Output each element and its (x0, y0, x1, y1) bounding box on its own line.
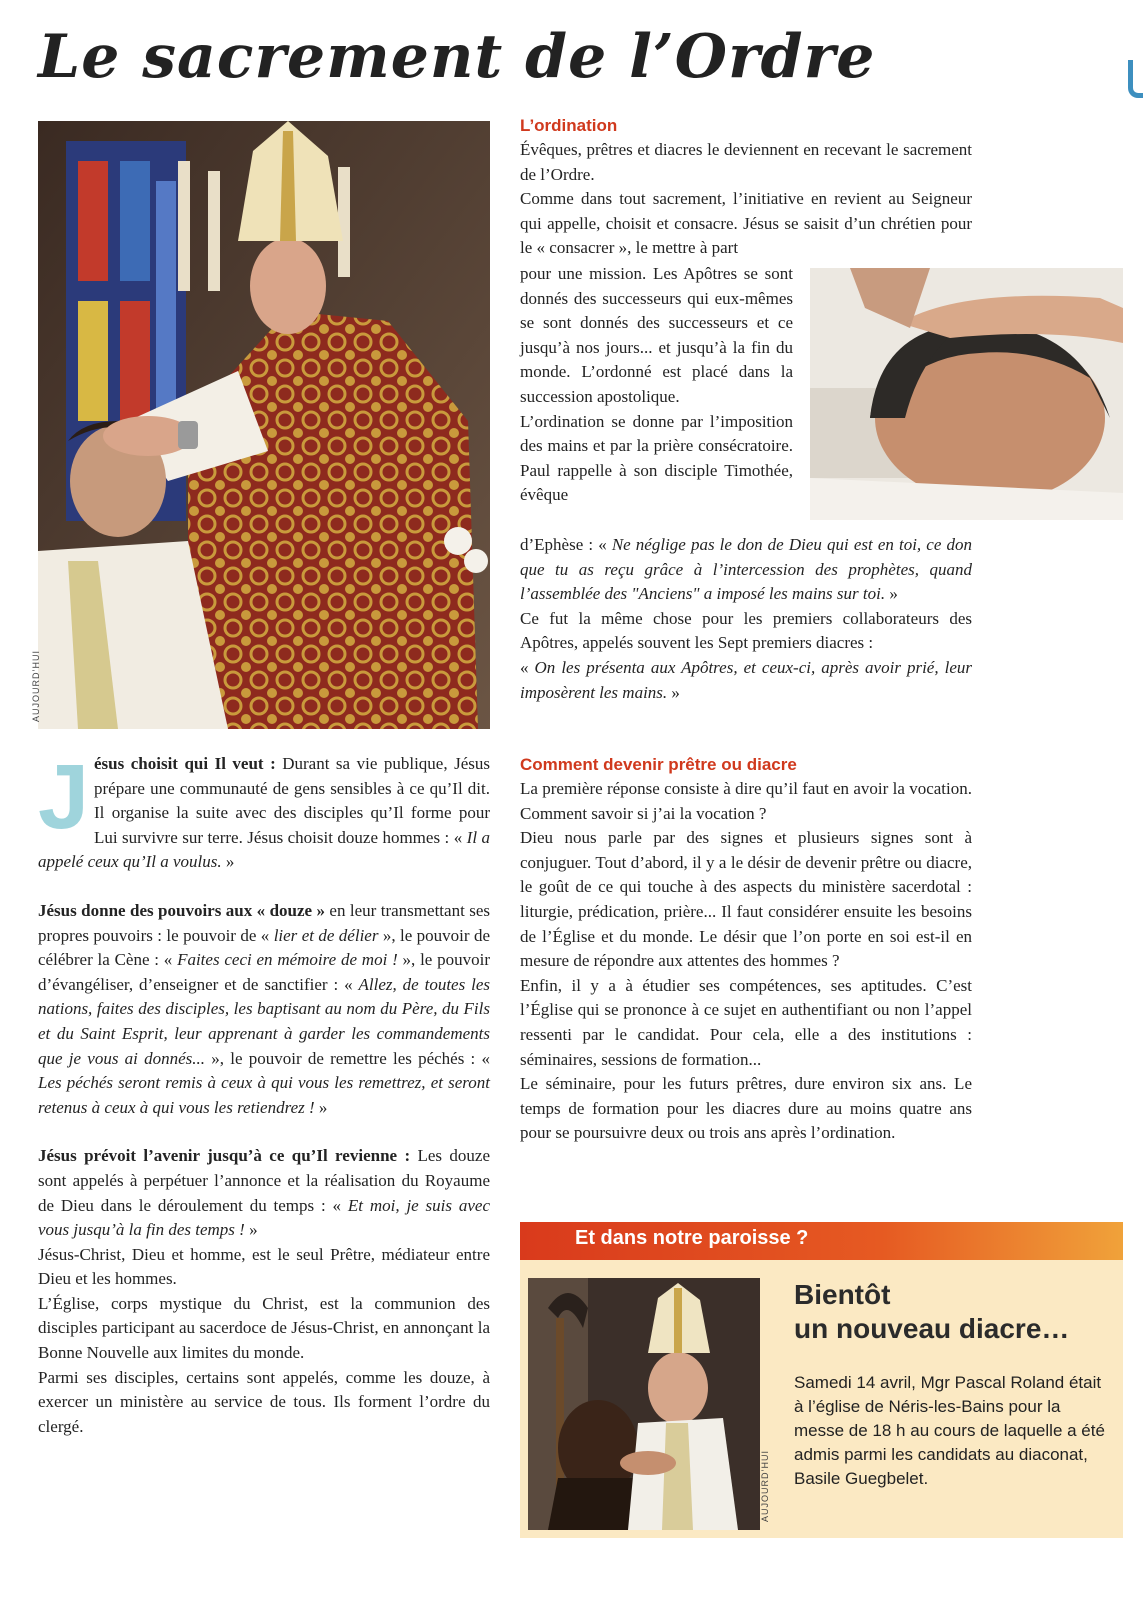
quote-span: Ne néglige pas le don de Dieu qui est en toi, ce don que tu as reçu grâce à l’intercession des prophètes, quand l’assemblée des "Anciens" a imposé les mains sur toi. (520, 535, 972, 604)
bishop-laying-hands-photo (38, 121, 490, 729)
text-span: Durant sa vie publique, Jésus prépare une communauté de gens sensibles à ce qu’Il dit. Il organise la suite avec des disciples qu’Il forme pour Lui survivre sur terre. Jésus choisit douze hommes : « (94, 754, 490, 847)
text-span: » (667, 682, 680, 702)
paragraph-collaborateurs: Ce fut la même chose pour les premiers collaborateurs des Apôtres, appelés souvent les Sept premiers diacres : (520, 608, 972, 653)
drop-cap: J (38, 746, 90, 848)
text-span: », le pouvoir de célébrer la Cène : « (38, 925, 491, 970)
paragraph-eglise: L’Église, corps mystique du Christ, est la communion des disciples participant au sacerdoce de Jésus-Christ, en annonçant la Bonne Nouvelle aux limites du monde. (38, 1293, 490, 1363)
lead-pouvoirs: Jésus donne des pouvoirs aux « douze » (38, 900, 325, 920)
text-span: en leur transmettant ses propres pouvoirs : le pouvoir de « (38, 900, 490, 945)
text-span: », le pouvoir de remettre les péchés : « (205, 1048, 491, 1068)
edge-bracket-mark (1128, 60, 1143, 98)
quote-span: Les péchés seront remis à ceux à qui vous les remettrez, et seront retenus à ceux à qui vous les retiendrez ! (38, 1073, 490, 1117)
text-span: » (244, 1220, 258, 1240)
left-column (38, 746, 491, 1439)
text-span: » (314, 1097, 328, 1117)
paragraph-timothee (520, 533, 972, 607)
paragraph-initiative: Comme dans tout sacrement, l’initiative en revient au Seigneur qui appelle, choisit et consacre. Jésus se saisit d’un chrétien pour le « consacrer », le mettre à part (520, 189, 972, 258)
text-span: « (520, 657, 535, 677)
quote-span: On les présenta aux Apôtres, et ceux-ci, après avoir prié, leur imposèrent les mains. (520, 657, 972, 702)
right-column-wrap (520, 262, 793, 508)
heading-devenir: Comment devenir prêtre ou diacre (520, 755, 797, 774)
bishop-candidate-photo (528, 1278, 760, 1530)
paragraph-imposition: L’ordination se donne par l’imposition des mains et par la prière consécratoire. Paul rappelle à son disciple Timothée, évêque (520, 411, 793, 505)
paragraph-pouvoirs (38, 899, 490, 1120)
parish-box (520, 1222, 1123, 1538)
lead-avenir: Jésus prévoit l’avenir jusqu’à ce qu’Il revienne : (38, 1146, 411, 1166)
quote-span: Faites ceci en mémoire de moi ! (177, 950, 398, 970)
paragraph-apotres-quote (520, 656, 972, 705)
photo-credit: AUJOURD’HUI (31, 649, 41, 722)
box-photo-credit: AUJOURD’HUI (760, 1449, 770, 1522)
text-span: » (221, 852, 235, 872)
right-column-top (520, 114, 972, 261)
right-column-bottom (520, 753, 972, 1146)
quote-span: Et moi, je suis avec vous jusqu’à la fin des temps ! (38, 1195, 490, 1240)
paragraph-pretre: Jésus-Christ, Dieu et homme, est le seul Prêtre, médiateur entre Dieu et les hommes. (38, 1244, 490, 1289)
text-span: » (885, 584, 898, 604)
paragraph-avenir (38, 1144, 490, 1242)
heading-ordination: L’ordination (520, 116, 618, 135)
quote-span: Allez, de toutes les nations, faites des disciples, les baptisant au nom du Père, du Fils et du Saint Esprit, leur apprenant à garder les commandements que je vous ai donnés... (38, 974, 490, 1068)
headline-line-2: un nouveau diacre… (794, 1313, 1070, 1344)
paragraph-vocation: La première réponse consiste à dire qu’il faut en avoir la vocation. Comment savoir si j’ai la vocation ? (520, 779, 972, 823)
parish-box-title: Et dans notre paroisse ? (575, 1227, 809, 1249)
paragraph-competences: Enfin, il y a à étudier ses compétences, ses aptitudes. C’est l’Église qui se prononce à ce sujet en authentifiant ou non l’appel ressenti par le candidat. Pour cela, elle a des institutions : séminaires, sessions de formation... (520, 975, 972, 1069)
right-column-middle (520, 533, 972, 705)
text-span: Les douze sont appelés à perpétuer l’annonce et la réalisation du Royaume de Dieu dans le déroulement du temps : « (38, 1146, 490, 1215)
quote-span: lier et de délier (273, 925, 379, 945)
headline-line-1: Bientôt (794, 1279, 891, 1310)
quote-span: Il a appelé ceux qu’Il a voulus. (38, 827, 490, 872)
box-text: Samedi 14 avril, Mgr Pascal Roland était à l’église de Néris-les-Bains pour la messe de 18 h au cours de laquelle a été admis parmi les candidats au diaconat, Basile Guegbelet. (794, 1373, 1105, 1488)
paragraph-signes: Dieu nous parle par des signes et plusieurs signes sont à conjuguer. Tout d’abord, il y a le désir de devenir prêtre ou diacre, le goût de ce qui touche à des aspects du ministère sacerdotal : liturgie, prédication, prière... Il faut considérer ensuite les besoins de l’Église et du monde. Le désir que l’on porte en soi est-il en mesure de répondre aux attentes des hommes ? (520, 828, 972, 971)
parish-box-header (520, 1222, 1123, 1260)
ordination-closeup-photo (810, 268, 1123, 520)
paragraph-seminaire: Le séminaire, pour les futurs prêtres, dure environ six ans. Le temps de formation pour les diacres dure au moins quatre ans pour se poursuivre deux ou trois ans après l’ordination. (520, 1074, 972, 1143)
paragraph-clerge: Parmi ses disciples, certains sont appelés, comme les douze, à exercer un ministère au service de tous. Ils forment l’ordre du clergé. (38, 1367, 490, 1436)
paragraph-ordination-intro: Évêques, prêtres et diacres le deviennent en recevant le sacrement de l’Ordre. (520, 140, 972, 184)
text-span: », le pouvoir d’évangéliser, d’enseigner et de sanctifier : « (38, 950, 491, 994)
box-headline (794, 1278, 1104, 1346)
page-title: Le sacrement de l’Ordre (38, 22, 876, 92)
paragraph-successeurs: pour une mission. Les Apôtres se sont donnés des successeurs qui eux-mêmes se sont donnés des successeurs et ce jusqu’à nos jours... et jusqu’à la fin du monde. L’ordonné est placé dans la succession apostolique. (520, 264, 793, 406)
lead-choisit: ésus choisit qui Il veut : (94, 754, 276, 773)
paragraph-intro (38, 746, 490, 875)
text-span: d’Ephèse : « (520, 535, 612, 554)
